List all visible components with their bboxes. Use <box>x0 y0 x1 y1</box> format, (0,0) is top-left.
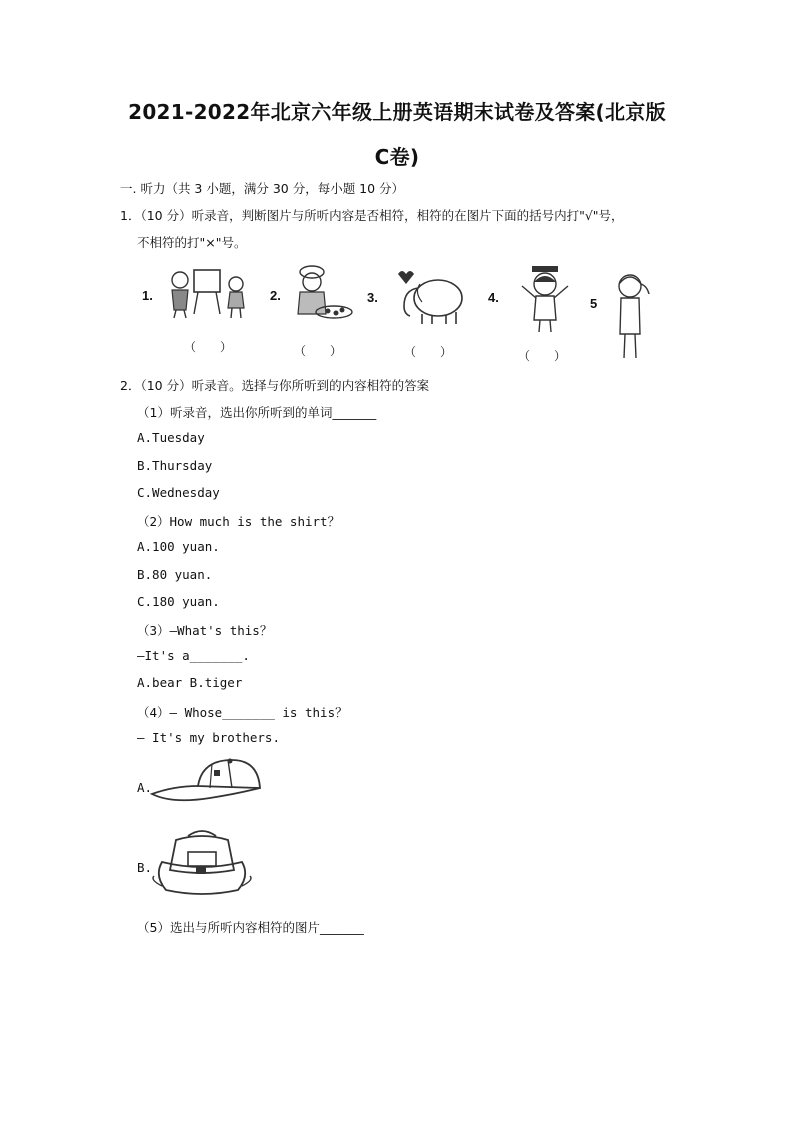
picture-number: 1. <box>142 288 153 303</box>
answer-parentheses: （ ） <box>184 340 233 354</box>
option-a-label: A. <box>137 780 153 795</box>
chef-with-plate-illustration <box>288 262 358 324</box>
question-2-instruction: 2．（10 分）听录音。选择与你所听到的内容相符的答案 <box>120 378 430 393</box>
question-2-part-2: （2）How much is the shirt？ <box>137 514 341 529</box>
option-b-label: B. <box>137 860 153 875</box>
picture-number: 4. <box>488 290 499 305</box>
option-c: C.180 yuan. <box>137 594 220 609</box>
option-b: B.Thursday <box>137 458 213 473</box>
question-2-part-3: （3）—What's this？ <box>137 623 273 638</box>
question-2-part-3-options: A.bear B.tiger <box>137 675 243 690</box>
picture-number: 2. <box>270 288 281 303</box>
question-2-part-4: （4）— Whose_______ is this？ <box>137 705 348 720</box>
picture-number: 5 <box>590 296 598 311</box>
question-1-instruction-cont: 不相符的打"×"号。 <box>137 235 247 250</box>
backpack-illustration <box>150 826 256 898</box>
option-a: A.100 yuan. <box>137 539 220 554</box>
question-1-instruction: 1．（10 分）听录音，判断图片与所听内容是否相符，相符的在图片下面的括号内打"√"号， <box>120 208 624 223</box>
question-1-picture-strip <box>138 262 652 364</box>
girl-with-ponytail-illustration <box>608 268 652 364</box>
question-2-part-4-answer-line: — It's my brothers. <box>137 730 280 745</box>
answer-parentheses: （ ） <box>518 349 567 363</box>
option-b: B.80 yuan. <box>137 567 213 582</box>
answer-parentheses: （ ） <box>294 344 343 358</box>
answer-parentheses: （ ） <box>404 345 453 359</box>
option-c: C.Wednesday <box>137 485 220 500</box>
question-2-part-5: （5）选出与所听内容相符的图片_______ <box>137 920 364 935</box>
exam-title-line1: 2021-2022年北京六年级上册英语期末试卷及答案(北京版 <box>128 100 666 124</box>
cap-illustration <box>148 756 268 812</box>
elephant-illustration <box>388 266 468 328</box>
option-a: A.Tuesday <box>137 430 205 445</box>
child-at-easel-illustration <box>160 264 252 320</box>
exam-title-line2: C卷) <box>374 145 420 169</box>
question-2-part-1: （1）听录音，选出你所听到的单词_______ <box>137 405 377 420</box>
girl-graduate-illustration <box>514 262 576 336</box>
picture-number: 3. <box>367 290 378 305</box>
section-heading-listening: 一. 听力（共 3 小题，满分 30 分，每小题 10 分） <box>120 181 405 196</box>
question-2-part-3-answer-line: —It's a_______. <box>137 648 250 663</box>
